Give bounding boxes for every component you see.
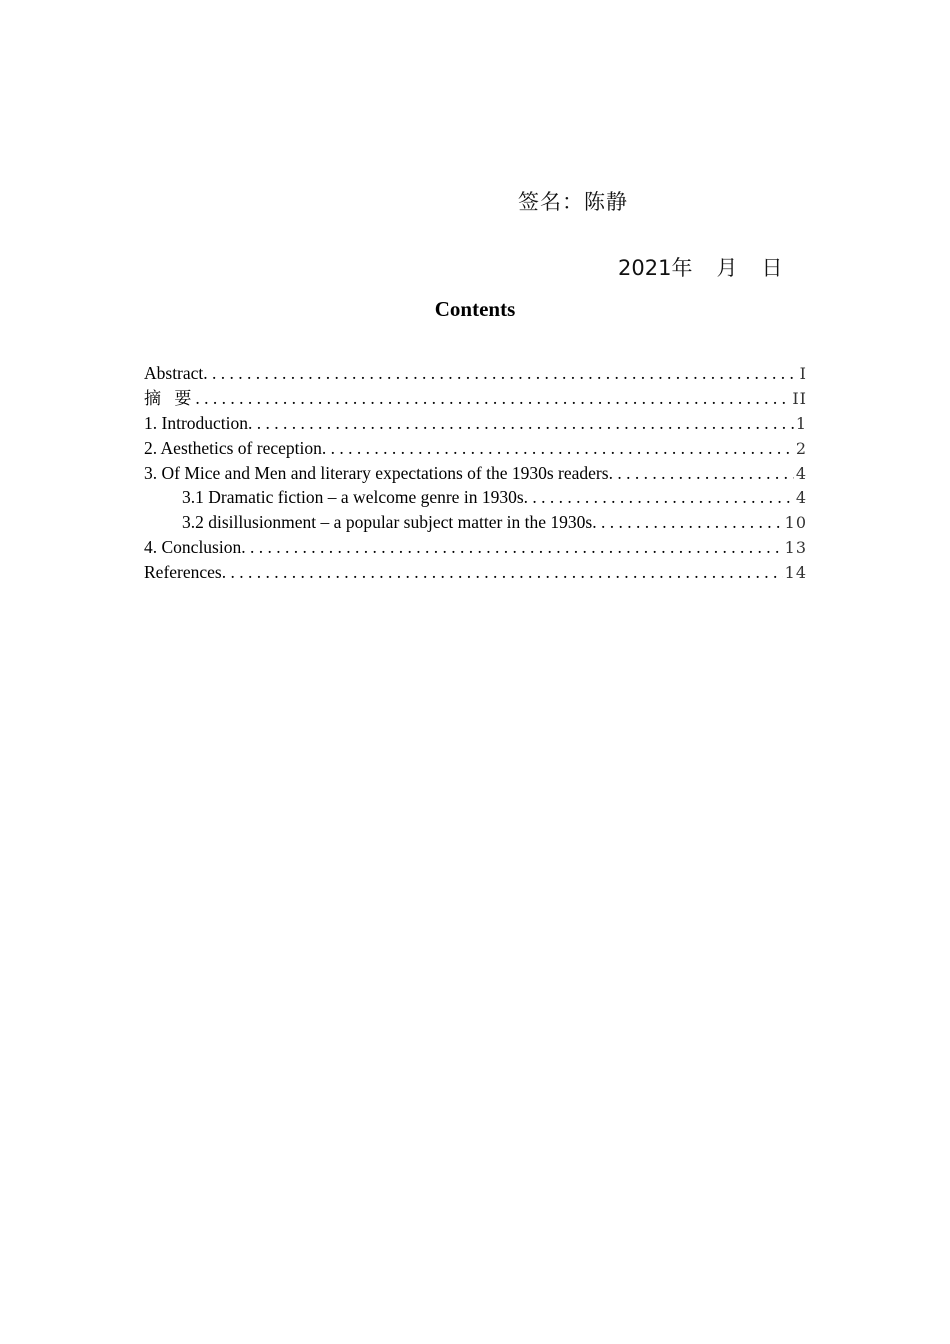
toc-entry-of-mice-and-men[interactable]	[144, 461, 807, 486]
toc-dot-leader	[222, 560, 783, 585]
toc-entry-label: 2. Aesthetics of reception	[144, 437, 322, 458]
toc-dot-leader	[195, 386, 790, 411]
toc-dot-leader	[203, 361, 797, 386]
toc-entry-label: 3.2 disillusionment – a popular subject matter in the 1930s	[182, 512, 593, 533]
signature-label: 签名：	[518, 190, 584, 214]
toc-entry-dramatic-fiction[interactable]	[144, 485, 807, 510]
toc-dot-leader	[248, 411, 794, 436]
toc-entry-page: 1	[795, 413, 807, 433]
table-of-contents	[144, 361, 807, 585]
toc-dot-leader	[524, 485, 794, 510]
toc-entry-page: 13	[784, 538, 807, 558]
toc-entry-abstract[interactable]	[144, 361, 807, 386]
toc-entry-chinese-abstract[interactable]	[144, 386, 807, 411]
date-year: 2021年	[618, 256, 693, 280]
toc-entry-label: 4. Conclusion	[144, 537, 242, 558]
toc-entry-page: 4	[795, 488, 807, 508]
toc-entry-label: Abstract	[144, 363, 204, 383]
toc-entry-page: I	[799, 364, 807, 383]
date-line	[618, 252, 782, 282]
toc-entry-aesthetics[interactable]	[144, 436, 807, 461]
toc-entry-conclusion[interactable]	[144, 535, 807, 560]
toc-dot-leader	[609, 461, 794, 486]
toc-entry-label: 摘 要	[144, 388, 196, 409]
signature-line	[518, 186, 628, 216]
toc-dot-leader	[241, 535, 782, 560]
date-day: 日	[761, 256, 783, 280]
contents-heading: Contents	[434, 297, 516, 321]
toc-dot-leader	[322, 436, 794, 461]
toc-entry-label: 3.1 Dramatic fiction – a welcome genre in 1930s	[182, 487, 524, 508]
toc-entry-page: 10	[784, 513, 807, 533]
toc-entry-page: 2	[795, 438, 807, 458]
toc-entry-introduction[interactable]	[144, 411, 807, 436]
toc-entry-page: 14	[784, 563, 807, 583]
date-month: 月	[716, 256, 738, 280]
toc-dot-leader	[592, 510, 782, 535]
toc-entry-page: 4	[795, 463, 807, 483]
toc-entry-disillusionment[interactable]	[144, 510, 807, 535]
toc-entry-page: II	[792, 388, 807, 408]
toc-entry-label: 3. Of Mice and Men and literary expectations of the 1930s readers	[144, 462, 609, 483]
signature-name: 陈静	[584, 190, 628, 214]
toc-entry-label: References	[144, 562, 222, 583]
toc-entry-label: 1. Introduction	[144, 412, 249, 433]
toc-entry-references[interactable]	[144, 560, 807, 585]
